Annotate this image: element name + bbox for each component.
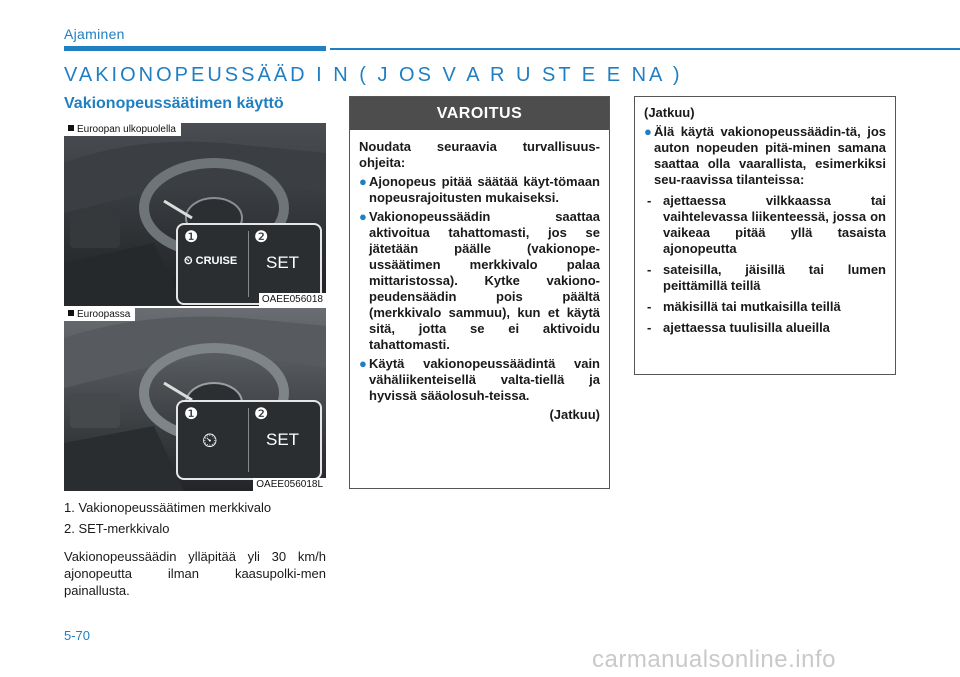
speedometer-icon: ⏲ [202,430,218,452]
chapter-title: VAKIONOPEUSSÄÄD I N ( J OS V A R U ST E E NA ) [64,64,683,86]
figure-tag-label: Euroopassa [77,309,131,320]
set-button: SET [266,430,300,449]
dash-item [644,193,886,257]
header-rule-thick [64,46,326,51]
warning-title: VAROITUS [350,97,609,130]
continued-label: (Jatkuu) [549,407,600,422]
warning-bullet-text: Ajonopeus pitää säätää käyt-tömaan nopeusrajoitusten mukaiseksi. [369,174,600,205]
watermark: carmanualsonline.info [592,646,836,673]
figure-tag [64,308,135,321]
header-rule-thin [330,48,960,50]
continuation-body [644,105,886,338]
continuation-label: (Jatkuu) [644,105,695,120]
warning-bullet-text: Käytä vakionopeussäädintä vain vähäliikenteisellä valta-tiellä ja hyvissä sääolosuh-teissa. [369,356,600,403]
caption-item: 1. Vakionopeussäätimen merkkivalo [64,500,272,515]
warning-bullet [359,174,600,206]
figure-tag [64,123,181,136]
dash-item-text: ajettaessa tuulisilla alueilla [663,320,830,335]
marker-2: ❷ [254,229,269,246]
figure-cruise-non-europe [64,123,326,306]
continuation-box [634,96,896,375]
bullet-dot-icon: ● [359,356,367,371]
warning-bullet [359,209,600,353]
dash-item-text: mäkisillä tai mutkaisilla teillä [663,299,841,314]
caption-list [64,497,326,539]
continuation-bullet-text: Älä käytä vakionopeussäädin-tä, jos auton nopeuden pitä-minen samana saattaa olla vaarallista, esimerkiksi seu-raavissa tilanteissa: [654,124,886,187]
marker-1: ❶ [184,229,199,246]
set-button: SET [266,253,300,272]
warning-box [349,96,610,489]
buttons-zoom-panel [176,400,322,480]
divider [248,231,249,297]
cruise-button [184,255,237,268]
dash-icon: - [647,262,652,277]
dash-item [644,320,886,336]
body-paragraph: Vakionopeussäädin ylläpitää yli 30 km/h ajonopeutta ilman kaasupolki-men painallusta. [64,549,326,598]
subheading: Vakionopeussäätimen käyttö [64,95,284,112]
bullet-dot-icon: ● [644,124,652,139]
cruise-label: CRUISE [195,255,238,267]
warning-bullet [359,356,600,404]
section-title: Ajaminen [64,26,125,42]
figure-code: OAEE056018L [253,478,326,491]
caption-item: 2. SET-merkkivalo [64,521,170,536]
continuation-bullet [644,124,886,188]
page-number: 5-70 [64,628,91,643]
warning-body [359,139,600,423]
bullet-dot-icon: ● [359,174,367,189]
dash-icon: - [647,193,652,208]
marker-1: ❶ [184,406,199,423]
figure-cruise-europe [64,308,326,491]
marker-2: ❷ [254,406,269,423]
warning-bullet-text: Vakionopeussäädin saattaa aktivoitua tahattomasti, jos se jätetään päälle (vakionope-ussäätimen merkkivalo palaa mittaristossa). Kytke vakiono-peudensäädin pois päältä (merkkivalo sammuu), kun et käytä sitä, jotta se ei aktivoidu tahattomasti. [369,209,600,352]
speedometer-icon: ⏲ [184,255,193,267]
square-bullet-icon [68,310,74,316]
square-bullet-icon [68,125,74,131]
dash-item-text: sateisilla, jäisillä tai lumen peittämillä teillä [663,262,886,293]
dash-item [644,299,886,315]
dash-icon: - [647,320,652,335]
figure-tag-label: Euroopan ulkopuolella [77,124,176,135]
divider [248,408,249,472]
bullet-dot-icon: ● [359,209,367,224]
dash-item [644,262,886,294]
warning-intro: Noudata seuraavia turvallisuus-ohjeita: [359,139,600,170]
dash-icon: - [647,299,652,314]
dash-item-text: ajettaessa vilkkaassa tai vaihtelevassa liikenteessä, jossa on vaikeaa pitää yllä tasaista ajonopeutta [663,193,886,256]
figure-code: OAEE056018 [259,293,326,306]
